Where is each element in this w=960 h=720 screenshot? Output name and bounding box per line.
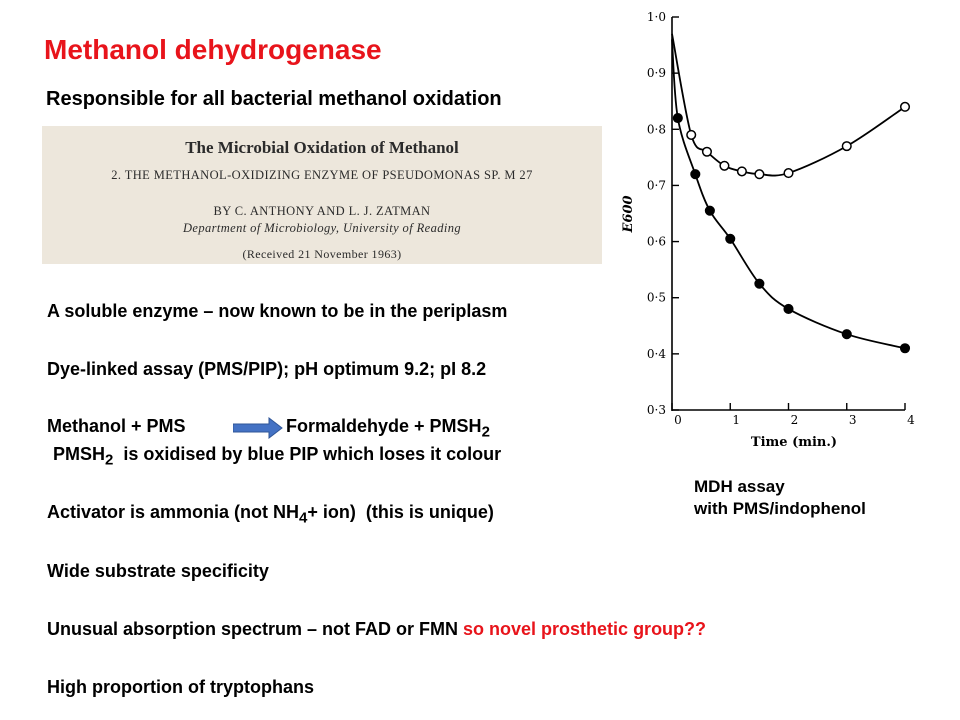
y-tick-label: 0·5	[646, 290, 666, 305]
filled-data-point	[901, 344, 910, 353]
y-tick-label: 0·8	[646, 122, 666, 137]
open-data-point	[755, 170, 764, 179]
paper-affiliation: Department of Microbiology, University of Reading	[182, 221, 462, 235]
x-tick-label: 4	[907, 413, 915, 427]
caption-line-2: with PMS/indophenol	[694, 499, 866, 518]
slide-title: Methanol dehydrogenase	[44, 34, 382, 65]
spectrum-question: so novel prosthetic group??	[463, 619, 707, 639]
reaction-left: Methanol + PMS	[47, 416, 186, 436]
reaction-arrow-icon	[233, 417, 283, 439]
filled-data-point	[755, 279, 764, 288]
filled-data-point	[691, 170, 700, 179]
reaction-product-subscript: 2	[481, 423, 490, 441]
chart-series	[672, 34, 909, 353]
bullet-pmsh2	[53, 444, 501, 469]
open-data-point	[738, 167, 747, 176]
pmsh2-label: PMSH	[53, 444, 106, 464]
y-tick-label: 1·0	[646, 10, 666, 24]
series-2-line	[672, 39, 905, 348]
filled-data-point	[784, 305, 793, 314]
x-tick-label: 0	[674, 413, 682, 427]
activator-text: Activator is ammonia (not NH	[47, 502, 300, 522]
mdh-assay-chart	[612, 0, 932, 460]
bullet-substrate: Wide substrate specificity	[47, 561, 269, 581]
pmsh2-text: is oxidised by blue PIP which loses it colour	[113, 444, 502, 464]
activator-subscript: 4	[299, 509, 308, 527]
bullet-tryptophans: High proportion of tryptophans	[47, 677, 314, 697]
chart-ticks	[647, 10, 915, 427]
open-data-point	[901, 103, 910, 112]
open-data-point	[842, 142, 851, 151]
bullet-activator	[47, 502, 494, 527]
y-tick-label: 0·6	[646, 234, 666, 249]
open-data-point	[784, 169, 793, 178]
reaction-right	[286, 416, 490, 441]
y-tick-label: 0·7	[646, 178, 666, 193]
y-tick-label: 0·3	[646, 403, 666, 417]
y-tick-label: 0·9	[646, 66, 666, 81]
paper-title: The Microbial Oxidation of Methanol	[185, 138, 459, 157]
reaction-product: Formaldehyde + PMSH	[286, 416, 482, 436]
bullet-soluble: A soluble enzyme – now known to be in the periplasm	[47, 301, 508, 321]
paper-header-image	[42, 126, 602, 264]
paper-authors: BY C. ANTHONY AND L. J. ZATMAN	[213, 204, 431, 218]
spectrum-text: Unusual absorption spectrum – not FAD or FMN	[47, 619, 464, 639]
activator-text-end: + ion) (this is unique)	[307, 502, 494, 522]
bullet-assay: Dye-linked assay (PMS/PIP); pH optimum 9.2; pI 8.2	[47, 359, 487, 379]
paper-received: (Received 21 November 1963)	[242, 247, 402, 261]
bullet-spectrum	[47, 619, 706, 640]
y-axis-label: E600	[621, 195, 636, 233]
filled-data-point	[674, 114, 683, 123]
caption-line-1: MDH assay	[694, 477, 785, 496]
filled-data-point	[706, 206, 715, 215]
open-data-point	[703, 147, 712, 156]
filled-data-point	[842, 330, 851, 339]
y-tick-label: 0·4	[646, 346, 666, 361]
pmsh2-subscript: 2	[105, 451, 114, 469]
slide-subtitle: Responsible for all bacterial methanol oxidation	[46, 88, 502, 110]
filled-data-point	[726, 234, 735, 243]
x-axis-label: Time (min.)	[750, 435, 838, 450]
open-data-point	[720, 161, 729, 170]
bullet-reaction	[47, 416, 186, 437]
x-tick-label: 3	[848, 413, 857, 427]
chart-caption	[694, 476, 866, 520]
paper-subtitle: 2. THE METHANOL-OXIDIZING ENZYME OF PSEUDOMONAS SP. M 27	[111, 168, 533, 182]
x-tick-label: 2	[790, 413, 799, 427]
x-tick-label: 1	[732, 413, 741, 427]
open-data-point	[687, 131, 696, 140]
